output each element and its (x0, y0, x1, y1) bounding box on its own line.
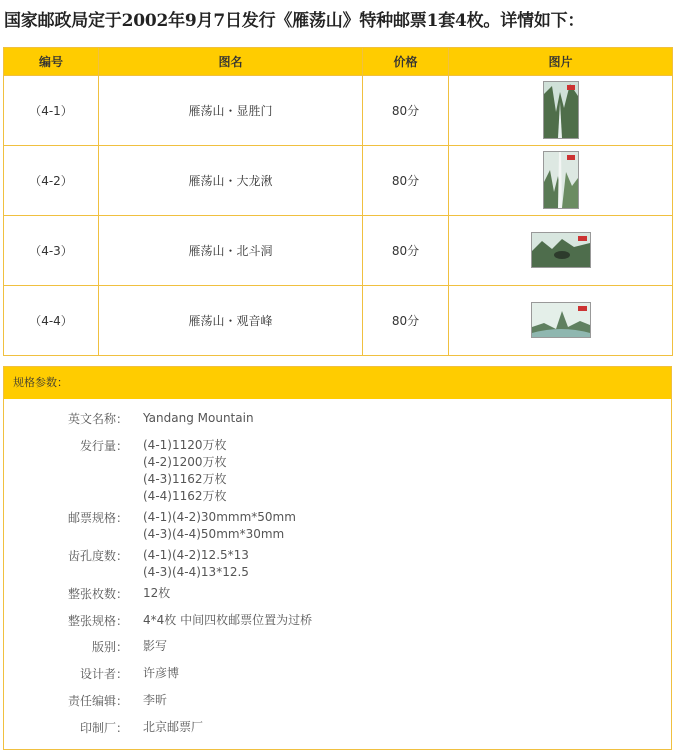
spec-value: (4-4)1162万枚 (143, 489, 227, 503)
stamp-price: 80分 (363, 286, 449, 356)
spec-label: 整张规格： (67, 614, 128, 628)
spec-label: 责任编辑： (67, 694, 128, 708)
stamp-id: （4-1） (4, 76, 99, 146)
header-name: 图名 (99, 48, 363, 76)
stamp-id: （4-2） (4, 146, 99, 216)
header-image: 图片 (449, 48, 673, 76)
spec-label: 邮票规格： (67, 511, 128, 525)
stamp-name: 雁荡山・显胜门 (99, 76, 363, 146)
table-header-row (4, 48, 673, 76)
stamp-image-4-2[interactable] (543, 151, 579, 209)
spec-label: 齿孔度数： (67, 549, 128, 563)
spec-label: 整张枚数： (67, 587, 128, 601)
spec-label: 设计者： (79, 667, 128, 681)
stamp-name: 雁荡山・大龙湫 (99, 146, 363, 216)
table-row (4, 216, 673, 286)
stamp-name: 雁荡山・北斗洞 (99, 216, 363, 286)
spec-value: Yandang Mountain (143, 411, 254, 425)
spec-label: 发行量： (79, 439, 128, 453)
table-row (4, 286, 673, 356)
spec-value: 许彦博 (143, 666, 180, 680)
specs-panel (3, 366, 672, 750)
spec-value: 北京邮票厂 (143, 720, 204, 734)
stamp-id: （4-3） (4, 216, 99, 286)
spec-label: 印制厂： (79, 721, 128, 735)
table-row (4, 76, 673, 146)
spec-value: (4-1)1120万枚 (143, 438, 227, 452)
table-row (4, 146, 673, 216)
spec-label: 英文名称： (67, 412, 128, 426)
header-id: 编号 (4, 48, 99, 76)
stamp-id: （4-4） (4, 286, 99, 356)
spec-value: (4-3)1162万枚 (143, 472, 227, 486)
spec-value: (4-1)(4-2)30mmm*50mm (143, 510, 296, 524)
spec-value: 影写 (143, 639, 168, 653)
stamp-price: 80分 (363, 216, 449, 286)
header-price: 价格 (363, 48, 449, 76)
stamp-image-4-1[interactable] (543, 81, 579, 139)
page-headline: 国家邮政局定于2002年9月7日发行《雁荡山》特种邮票1套4枚。详情如下： (4, 11, 585, 31)
stamp-table (3, 47, 673, 356)
stamp-name: 雁荡山・观音峰 (99, 286, 363, 356)
spec-value: (4-1)(4-2)12.5*13 (143, 548, 249, 562)
spec-value: (4-2)1200万枚 (143, 455, 227, 469)
spec-value: 4*4枚 中间四枚邮票位置为过桥 (143, 613, 313, 627)
specs-header: 规格参数： (4, 367, 671, 399)
spec-label: 版别： (91, 640, 128, 654)
spec-value: (4-3)(4-4)50mm*30mm (143, 527, 285, 541)
spec-value: 12枚 (143, 586, 171, 600)
stamp-price: 80分 (363, 76, 449, 146)
spec-value: 李昕 (143, 693, 168, 707)
stamp-image-4-4[interactable] (531, 302, 591, 338)
spec-value: (4-3)(4-4)13*12.5 (143, 565, 249, 579)
stamp-image-4-3[interactable] (531, 232, 591, 268)
stamp-price: 80分 (363, 146, 449, 216)
